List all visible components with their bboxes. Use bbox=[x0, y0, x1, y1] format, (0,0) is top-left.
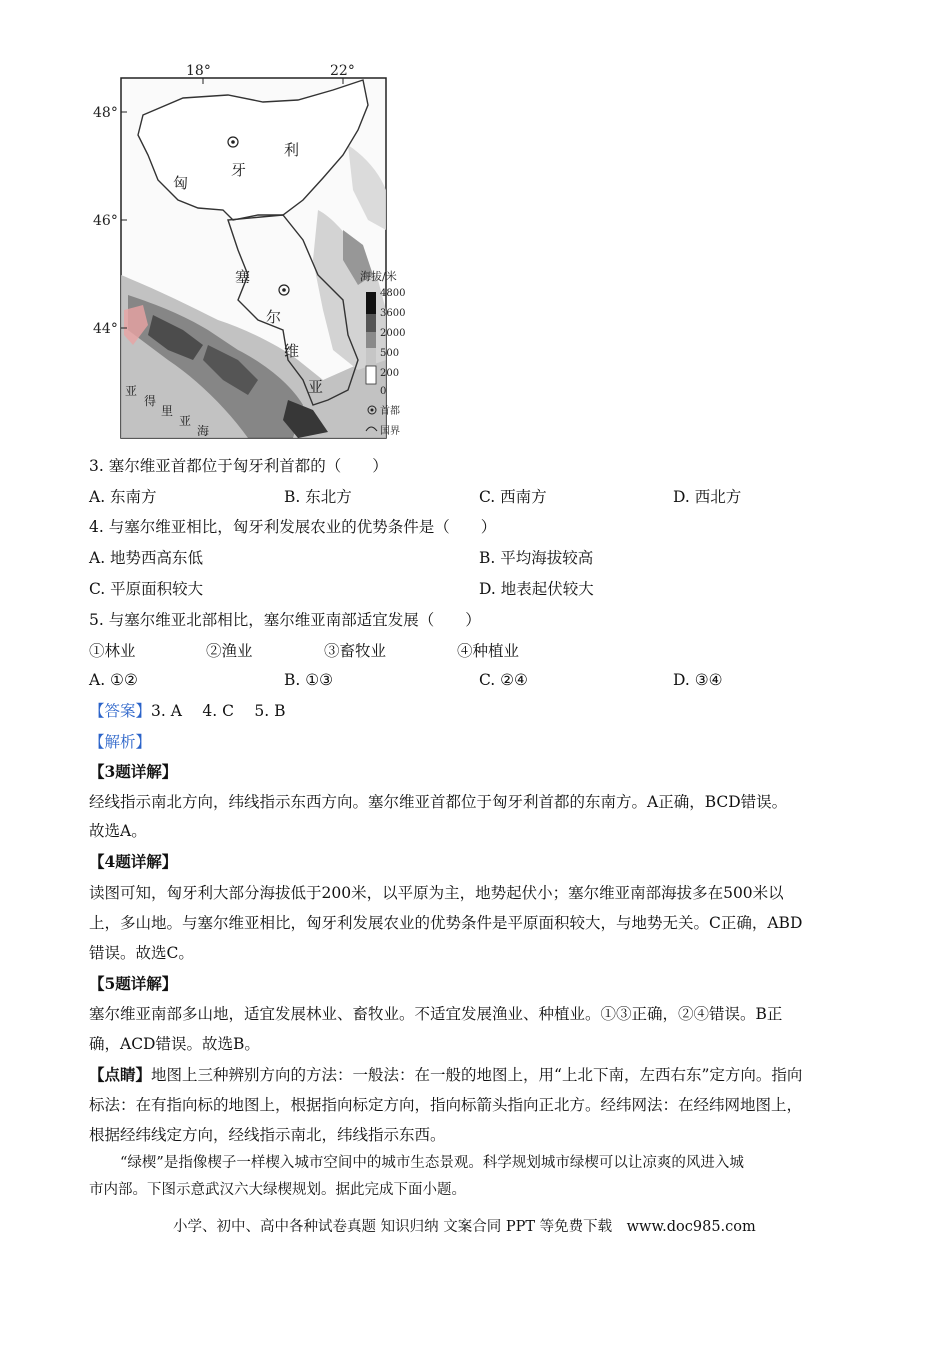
q4-option-b: B. 平均海拔较高 bbox=[479, 549, 594, 567]
q4-stem: 4. 与塞尔维亚相比，匈牙利发展农业的优势条件是（ ） bbox=[89, 518, 497, 536]
adriatic-char: 得 bbox=[144, 394, 157, 408]
q4-option-d: D. 地表起伏较大 bbox=[479, 580, 594, 598]
legend-value: 500 bbox=[380, 348, 400, 359]
answer-text: 3. A 4. C 5. B bbox=[151, 702, 286, 720]
legend-value: 2000 bbox=[380, 328, 406, 339]
detail-3-title: 【3题详解】 bbox=[89, 762, 178, 781]
adriatic-char: 海 bbox=[197, 424, 210, 438]
lat-label: 44° bbox=[93, 321, 118, 337]
hungary-char: 牙 bbox=[231, 161, 247, 179]
detail-5-line: 确，ACD错误。故选B。 bbox=[89, 1035, 260, 1053]
q5-item: ③畜牧业 bbox=[324, 642, 387, 660]
q3-option-a: A. 东南方 bbox=[89, 488, 157, 506]
lat-label: 46° bbox=[93, 213, 118, 229]
detail-4-line: 错误。故选C。 bbox=[89, 944, 194, 962]
q5-item: ①林业 bbox=[89, 642, 136, 660]
elevation-map bbox=[88, 60, 408, 445]
hungary-char: 利 bbox=[284, 141, 300, 159]
detail-5-line: 塞尔维亚南部多山地，适宜发展林业、畜牧业。不适宜发展渔业、种植业。①③正确，②④错误。B正 bbox=[89, 1005, 783, 1023]
detail-3-line: 经线指示南北方向，纬线指示东西方向。塞尔维亚首都位于匈牙利首都的东南方。A正确，BCD错误。 bbox=[89, 793, 788, 811]
q3-option-c: C. 西南方 bbox=[479, 488, 547, 506]
legend-value: 200 bbox=[380, 368, 400, 379]
legend-value: 0 bbox=[380, 386, 387, 397]
answer-line bbox=[89, 701, 285, 721]
tip-line: 标法：在有指向标的地图上，根据指向标定方向，指向标箭头指向正北方。经纬网法：在经纬网地图上， bbox=[89, 1096, 803, 1114]
next-intro-line: “绿楔”是指像楔子一样楔入城市空间中的城市生态景观。科学规划城市绿楔可以让凉爽的风进入城 bbox=[120, 1155, 744, 1171]
q5-option-c: C. ②④ bbox=[479, 671, 528, 689]
serbia-char: 塞 bbox=[235, 268, 251, 286]
tip-tag: 【点睛】 bbox=[89, 1065, 152, 1084]
adriatic-char: 亚 bbox=[125, 384, 138, 398]
detail-5-title: 【5题详解】 bbox=[89, 974, 178, 993]
lon-label: 18° bbox=[186, 63, 211, 79]
q5-item: ②渔业 bbox=[206, 642, 253, 660]
legend-value: 4800 bbox=[380, 288, 406, 299]
serbia-char: 尔 bbox=[266, 308, 282, 326]
serbia-char: 亚 bbox=[308, 378, 324, 396]
next-intro-line: 市内部。下图示意武汉六大绿楔规划。据此完成下面小题。 bbox=[89, 1182, 466, 1198]
detail-4-line: 读图可知，匈牙利大部分海拔低于200米，以平原为主，地势起伏小；塞尔维亚南部海拔多在500米以 bbox=[89, 884, 784, 902]
tip-line bbox=[89, 1065, 802, 1085]
q5-item: ④种植业 bbox=[457, 642, 520, 660]
q5-option-b: B. ①③ bbox=[284, 671, 334, 689]
legend-border-label: 国界 bbox=[380, 426, 400, 437]
analysis-tag: 【解析】 bbox=[89, 733, 152, 751]
legend-capital-label: 首都 bbox=[380, 406, 400, 417]
answer-tag: 【答案】 bbox=[89, 702, 152, 720]
lon-label: 22° bbox=[330, 63, 355, 79]
q5-option-d: D. ③④ bbox=[673, 671, 723, 689]
adriatic-char: 亚 bbox=[179, 414, 192, 428]
detail-4-line: 上，多山地。与塞尔维亚相比，匈牙利发展农业的优势条件是平原面积较大，与地势无关。C正确，ABD bbox=[89, 914, 803, 932]
tip-line: 根据经纬线定方向，经线指示南北，纬线指示东西。 bbox=[89, 1126, 446, 1144]
q5-stem: 5. 与塞尔维亚北部相比，塞尔维亚南部适宜发展（ ） bbox=[89, 611, 481, 629]
tip-text: 地图上三种辨别方向的方法：一般法：在一般的地图上，用“上北下南，左西右东”定方向。指向 bbox=[151, 1066, 803, 1084]
adriatic-char: 里 bbox=[161, 404, 174, 418]
lat-label: 48° bbox=[93, 105, 118, 121]
hungary-char: 匈 bbox=[173, 174, 189, 192]
legend-value: 3600 bbox=[380, 308, 406, 319]
q4-option-c: C. 平原面积较大 bbox=[89, 580, 204, 598]
detail-3-line: 故选A。 bbox=[89, 822, 147, 840]
q5-option-a: A. ①② bbox=[89, 671, 138, 689]
detail-4-title: 【4题详解】 bbox=[89, 852, 178, 871]
q3-option-d: D. 西北方 bbox=[673, 488, 742, 506]
q3-option-b: B. 东北方 bbox=[284, 488, 352, 506]
serbia-char: 维 bbox=[284, 342, 300, 360]
legend-title: 海拔/米 bbox=[360, 270, 397, 283]
q4-option-a: A. 地势西高东低 bbox=[89, 549, 204, 567]
footer-note: 小学、初中、高中各种试卷真题 知识归纳 文案合同 PPT 等免费下载 www.doc985.com bbox=[173, 1219, 756, 1235]
q3-stem: 3. 塞尔维亚首都位于匈牙利首都的（ ） bbox=[89, 457, 388, 475]
